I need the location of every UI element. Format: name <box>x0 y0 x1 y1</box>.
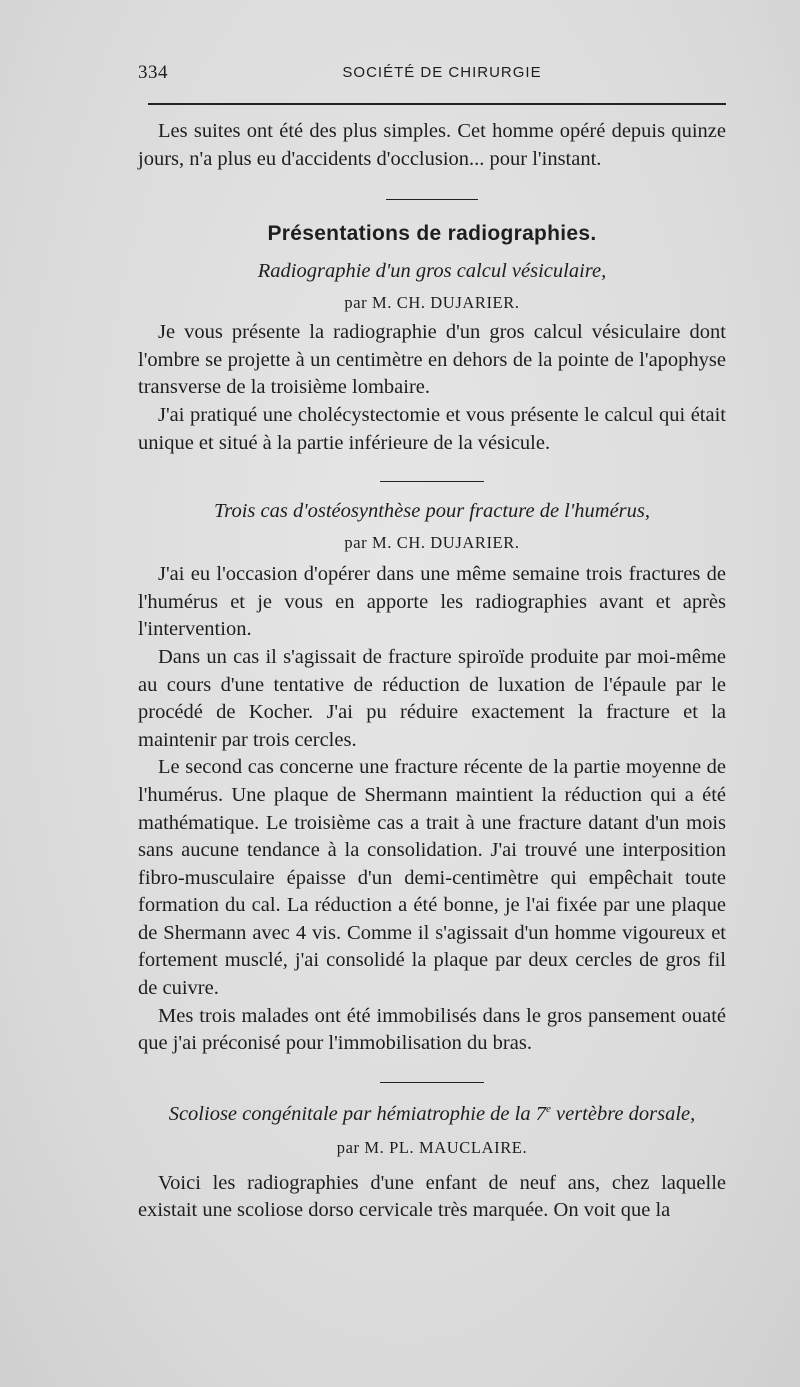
section-heading: Présentations de radiographies. <box>267 222 597 246</box>
article-title-1: Radiographie d'un gros calcul vésiculaire, <box>257 260 607 283</box>
article-title-3-superscript: e <box>545 1103 551 1116</box>
article-title-3-end: vertèbre dorsale, <box>550 1102 696 1125</box>
running-head: SOCIÉTÉ DE CHIRURGIE <box>342 64 542 81</box>
page-body <box>138 118 726 1225</box>
header-rule <box>148 103 726 105</box>
article-author-1: par M. CH. DUJARIER. <box>344 293 520 313</box>
article-title-3-main: Scoliose congénitale par hémiatrophie de la 7 <box>168 1102 546 1125</box>
section-divider <box>386 199 478 200</box>
article-2-paragraph-4: Mes trois malades ont été immobilisés dans le gros pansement ouaté que j'ai préconisé pour l'immobilisation du bras. <box>138 1004 726 1055</box>
article-author-2: par M. CH. DUJARIER. <box>344 533 520 553</box>
page-header <box>138 62 726 90</box>
page-number: 334 <box>138 62 168 83</box>
article-2-paragraph-3: Le second cas concerne une fracture récente de la partie moyenne de l'humérus. Une plaque de Shermann maintient la réduction qui a été mathématique. Le troisième cas a trait à une fracture datant d'un mois sans aucune tendance à la consolidation. J'ai trouvé une interposition fibro-musculaire épaisse d'un demi-centimètre qui empêchait toute formation du cal. La réduction a été bonne, je l'ai fixée par une plaque de Shermann avec 4 vis. Comme il s'agissait d'un homme vigoureux et fortement musclé, j'ai consolidé la plaque par deux cercles de gros fil de cuivre. <box>138 756 726 1000</box>
article-title-2: Trois cas d'ostéosynthèse pour fracture de l'humérus, <box>213 500 650 523</box>
article-1-paragraph-2: J'ai pratiqué une cholécystectomie et vous présente le calcul qui était unique et situé à la partie inférieure de la vésicule. <box>138 403 726 454</box>
article-title-3 <box>138 1103 726 1126</box>
article-3-paragraph-1: Voici les radiographies d'une enfant de neuf ans, chez laquelle existait une scoliose dorso cervicale très marquée. On voit que la <box>138 1171 726 1222</box>
article-2-paragraph-1: J'ai eu l'occasion d'opérer dans une même semaine trois fractures de l'humérus et je vous en apporte les radiographies avant et après l'intervention. <box>138 563 726 641</box>
article-divider-2 <box>380 1082 484 1083</box>
article-1-paragraph-1: Je vous présente la radiographie d'un gros calcul vésiculaire dont l'ombre se projette à un centimètre en dehors de la pointe de l'apophyse transverse de la troisième lombaire. <box>138 321 726 399</box>
article-author-3: par M. PL. MAUCLAIRE. <box>336 1137 528 1157</box>
article-2-paragraph-2: Dans un cas il s'agissait de fracture spiroïde produite par moi-même au cours d'une tentative de réduction de luxation de l'épaule par le procédé de Kocher. J'ai pu réduire exactement la fracture et la maintenir par trois cercles. <box>138 645 726 751</box>
intro-paragraph: Les suites ont été des plus simples. Cet homme opéré depuis quinze jours, n'a plus eu d'accidents d'occlusion... pour l'instant. <box>138 120 726 170</box>
article-divider-1 <box>380 481 484 482</box>
